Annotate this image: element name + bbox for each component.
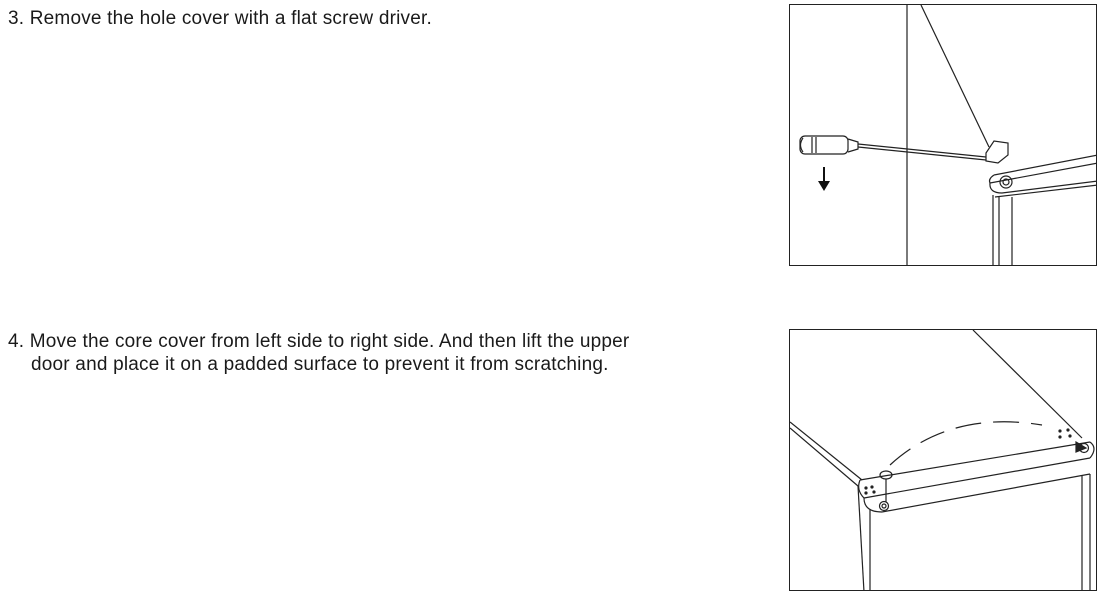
step-4-instruction bbox=[8, 330, 768, 376]
step-number: 3. bbox=[8, 8, 25, 29]
core-cover-illustration-icon bbox=[790, 330, 1097, 591]
step-4-illustration bbox=[789, 329, 1097, 591]
step-4-text-line-1: Move the core cover from left side to right side. And then lift the upper bbox=[29, 331, 630, 352]
step-number: 4. bbox=[8, 331, 25, 352]
step-3-illustration bbox=[789, 4, 1097, 266]
screwdriver-illustration-icon bbox=[790, 5, 1097, 266]
step-3-instruction bbox=[8, 7, 748, 30]
step-3-text: Remove the hole cover with a flat screw driver. bbox=[29, 8, 432, 29]
step-4-text-line-2: door and place it on a padded surface to prevent it from scratching. bbox=[31, 354, 609, 375]
